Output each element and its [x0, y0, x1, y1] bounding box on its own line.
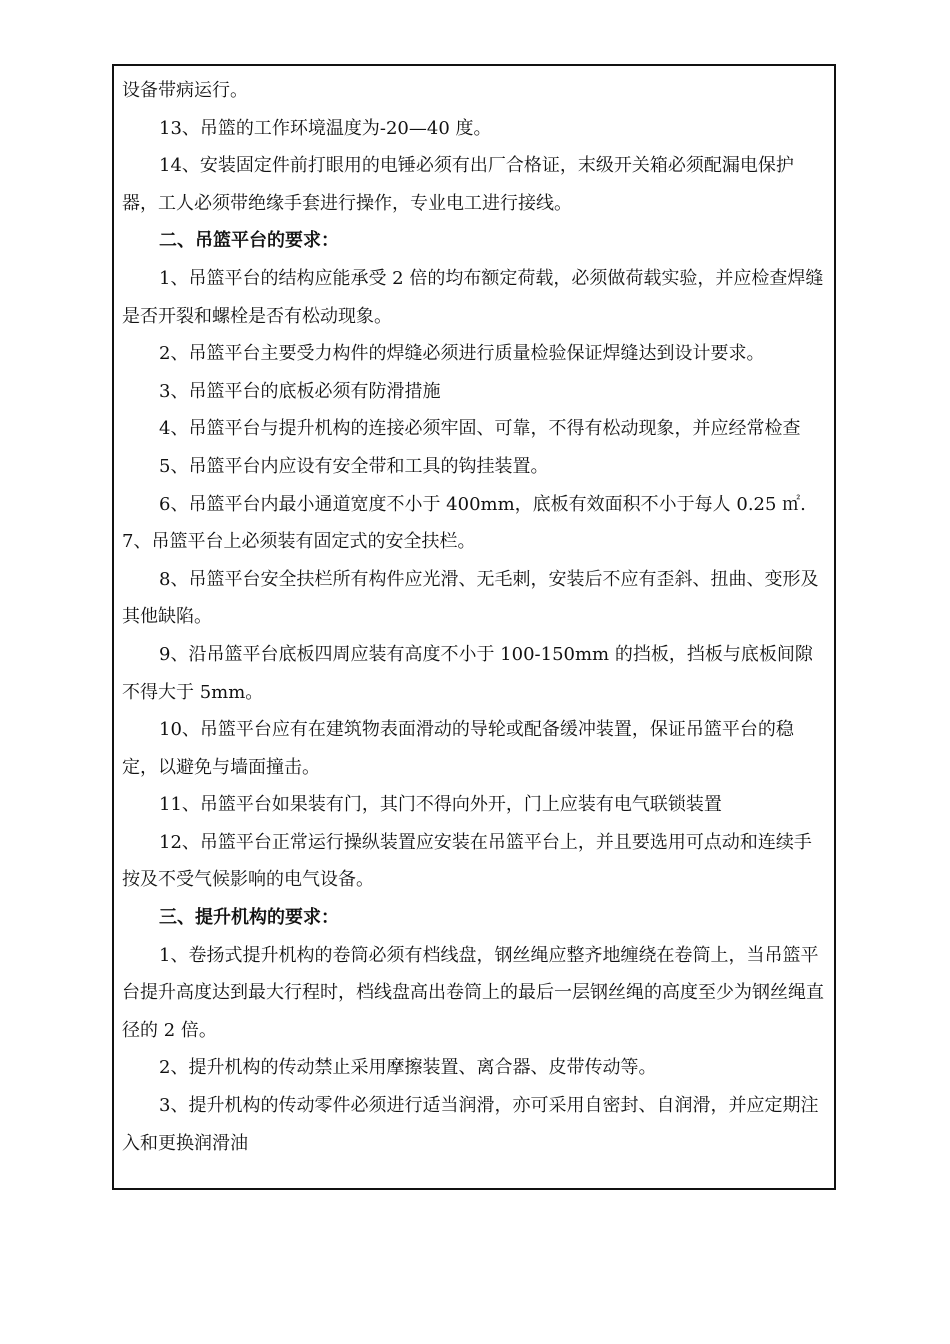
paragraph-item-13: 13、吊篮的工作环境温度为-20—40 度。	[159, 117, 492, 139]
paragraph-hoist-3: 3、提升机构的传动零件必须进行适当润滑，亦可采用自密封、自润滑，并应定期注入和更换润滑油	[122, 1095, 819, 1154]
document-frame	[112, 64, 836, 1190]
paragraph-hoist-1: 1、卷扬式提升机构的卷筒必须有档线盘，钢丝绳应整齐地缠绕在卷筒上，当吊篮平台提升高度达到最大行程时，档线盘高出卷筒上的最后一层钢丝绳的高度至少为钢丝绳直径的 2 倍。	[122, 944, 824, 1041]
paragraph-platform-6-7: 6、吊篮平台内最小通道宽度不小于 400mm，底板有效面积不小于每人 0.25 ㎡. 7、吊篮平台上必须装有固定式的安全扶栏。	[122, 493, 806, 553]
paragraph-continuation: 设备带病运行。	[122, 80, 248, 101]
section-heading-hoist: 三、提升机构的要求：	[159, 907, 339, 929]
paragraph-hoist-2: 2、提升机构的传动禁止采用摩擦装置、离合器、皮带传动等。	[159, 1057, 657, 1079]
paragraph-platform-2: 2、吊篮平台主要受力构件的焊缝必须进行质量检验保证焊缝达到设计要求。	[159, 343, 765, 365]
paragraph-platform-9: 9、沿吊篮平台底板四周应装有高度不小于 100-150mm 的挡板，挡板与底板间隙不得大于 5mm。	[122, 643, 813, 703]
paragraph-platform-10: 10、吊篮平台应有在建筑物表面滑动的导轮或配备缓冲装置，保证吊篮平台的稳定，以避免与墙面撞击。	[122, 719, 794, 778]
paragraph-item-14: 14、安装固定件前打眼用的电锤必须有出厂合格证，末级开关箱必须配漏电保护器，工人必须带绝缘手套进行操作，专业电工进行接线。	[122, 155, 794, 214]
paragraph-platform-12: 12、吊篮平台正常运行操纵装置应安装在吊篮平台上，并且要选用可点动和连续手按及不受气候影响的电气设备。	[122, 831, 812, 891]
paragraph-platform-8: 8、吊篮平台安全扶栏所有构件应光滑、无毛刺，安装后不应有歪斜、扭曲、变形及其他缺陷。	[122, 568, 819, 628]
document-body	[122, 72, 826, 1162]
paragraph-platform-4: 4、吊篮平台与提升机构的连接必须牢固、可靠，不得有松动现象，并应经常检查	[159, 418, 801, 440]
paragraph-platform-3: 3、吊篮平台的底板必须有防滑措施	[159, 380, 441, 402]
section-heading-platform: 二、吊篮平台的要求：	[159, 230, 339, 252]
paragraph-platform-5: 5、吊篮平台内应设有安全带和工具的钩挂装置。	[159, 455, 549, 477]
paragraph-platform-11: 11、吊篮平台如果装有门，其门不得向外开，门上应装有电气联锁装置	[159, 794, 722, 816]
paragraph-platform-1: 1、吊篮平台的结构应能承受 2 倍的均布额定荷载，必须做荷载实验，并应检查焊缝是否开裂和螺栓是否有松动现象。	[122, 267, 824, 327]
